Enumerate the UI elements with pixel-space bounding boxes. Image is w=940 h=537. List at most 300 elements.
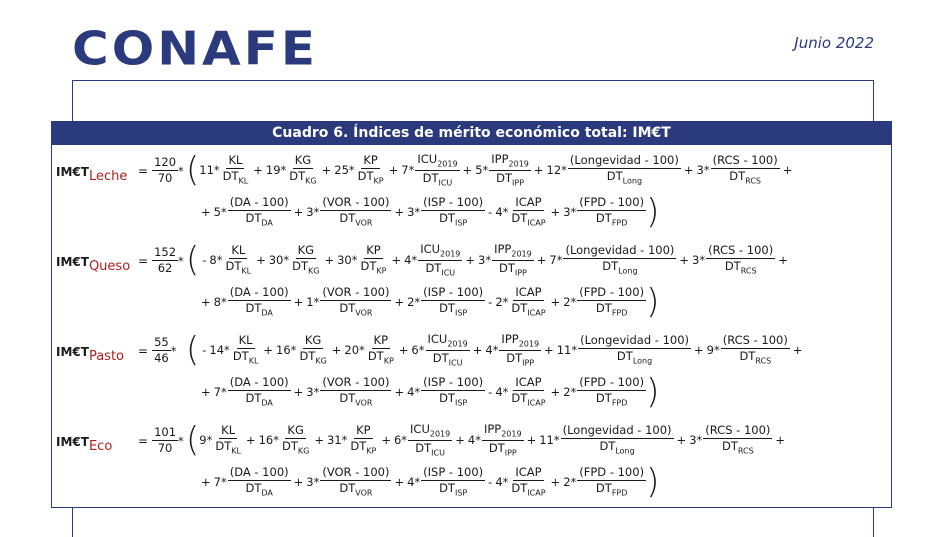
fraction-denominator: $DT_{KL}$ [232,349,259,366]
fraction-numerator: KL [226,154,244,169]
fraction-numerator: (FPD - 100) [577,286,646,301]
denominator-subscript: KG [297,446,310,456]
denominator-subscript: DA [261,488,273,498]
formula-term [485,376,547,408]
formula-term [460,153,531,187]
numerator-subscript: 2019 [508,159,529,169]
term-fraction [415,153,459,187]
operator: + [381,433,391,447]
coefficient: 2* [563,474,577,489]
fraction-numerator: $IPP_{2019}$ [489,153,531,170]
formula-term [260,334,328,366]
close-paren: ) [646,192,660,232]
fraction-denominator: $DT_{KP}$ [357,169,384,186]
coefficient: 9* [199,432,213,447]
index-label [56,255,130,274]
coefficient: 7* [213,384,227,399]
term-fraction [213,424,243,456]
coefficient: 12* [546,162,567,177]
operator: + [394,384,405,399]
operator: + [256,252,266,267]
term-fraction [568,154,681,186]
coefficient: 5* [213,204,227,219]
term-fraction [231,334,261,366]
open-paren: ( [186,150,200,190]
open-paren: ( [186,330,200,370]
formula-term [321,244,388,276]
formula-term [534,244,677,276]
fraction-denominator: $DT_{ICU}$ [422,170,453,187]
scaling-numerator: 101 [152,426,178,441]
denominator-subscript: FPD [611,398,628,408]
numerator-subscript: 2019 [429,429,451,439]
operator: + [293,204,304,219]
term-fraction [320,466,391,498]
coefficient: 4* [407,384,421,399]
term-fraction [509,376,547,408]
coefficient: 30* [268,252,290,267]
term-fraction [577,286,646,318]
operator: + [201,294,211,309]
fraction-denominator: $DT_{VOR}$ [339,391,373,408]
denominator-subscript: ISP [454,308,468,318]
fraction-numerator: (RCS - 100) [711,154,780,169]
formula-term [524,424,674,456]
operator: + [455,433,465,447]
denominator-subscript: RCS [740,266,757,276]
denominator-subscript: IPP [522,357,535,367]
index-subscript: Pasto [88,349,124,364]
operator: + [533,162,544,177]
term-fraction [320,196,391,228]
fraction-denominator: $DT_{KL}$ [222,169,249,186]
operator: - [488,294,493,309]
operator: + [394,294,405,309]
frame-left-line [72,80,73,121]
scaling-denominator: 70 [157,441,173,456]
term-fraction [320,376,391,408]
term-fraction [359,244,389,276]
fraction-denominator: $DT_{KG}$ [289,169,317,186]
operator: + [253,162,263,177]
term-fraction [711,154,780,186]
formula-term [199,244,253,276]
operator: + [536,252,547,267]
formula-term [311,424,378,456]
scaling-denominator: 46 [154,351,169,366]
operator: + [550,204,561,219]
equals-scaling [138,246,185,275]
denominator-subscript: Long [618,266,638,276]
denominator-subscript: ISP [454,218,468,228]
fraction-numerator: (VOR - 100) [320,286,391,301]
fraction-numerator: KP [364,244,382,259]
fraction-denominator: $DT_{ICU}$ [425,260,456,277]
fraction-numerator: $ICU_{2019}$ [408,423,452,440]
operator: - [488,474,493,489]
formula-term [291,286,392,318]
operator: + [526,432,537,447]
formula-term [548,466,647,498]
formula-term [452,423,523,457]
index-subscript: Queso [88,259,131,274]
operator: + [201,384,211,399]
index-name: IM€T [56,255,89,269]
formula-term [691,334,790,366]
formula-term [291,196,392,228]
coefficient: 3* [692,252,706,267]
term-fraction [509,196,547,228]
denominator-subscript: IPP [504,447,517,457]
fraction-denominator: $DT_{KL}$ [225,259,252,276]
operator: + [462,163,473,177]
fraction-denominator: $DT_{DA}$ [245,391,273,408]
denominator-subscript: VOR [355,488,373,498]
numerator-subscript: 2019 [518,339,540,349]
equals-scaling [138,426,185,455]
coefficient: 3* [306,384,320,399]
operator: - [488,384,493,399]
table-title: Cuadro 6. Índices de mérito económico total: IM€T [52,122,891,145]
formula-line [186,330,806,370]
formula-term [198,286,291,318]
equals-sign: = [138,163,149,178]
formula-table [51,121,892,508]
term-fraction [426,333,470,367]
operator: + [694,342,704,357]
fraction-denominator: $DT_{KP}$ [360,259,387,276]
coefficient: 30* [337,252,358,267]
fraction-denominator: $DT_{Long}$ [599,439,635,456]
fraction-numerator: (VOR - 100) [320,376,391,391]
formula-term [674,424,773,456]
fraction-denominator: $DT_{FPD}$ [595,301,628,318]
formula-term [541,334,691,366]
denominator-subscript: ISP [454,398,468,408]
fraction-numerator: (RCS - 100) [706,244,775,259]
index-label [56,435,112,454]
fraction-numerator: (Longevidad - 100) [561,424,674,439]
operator: + [321,162,332,177]
coefficient: 5* [475,163,489,177]
fraction-numerator: KG [303,334,323,349]
equals-sign: = [138,343,149,358]
formula-line [186,240,791,280]
fraction-numerator: KP [372,334,390,349]
index-label [56,165,127,184]
formula-term [548,376,647,408]
fraction-denominator: $DT_{ICU}$ [415,440,445,457]
formula-line [198,462,660,502]
close-paren: ) [646,462,660,502]
coefficient: 3* [306,204,320,219]
index-name: IM€T [56,435,89,449]
term-fraction [421,286,485,318]
equals-scaling [138,336,177,365]
fraction-numerator: (DA - 100) [228,286,291,301]
term-fraction [703,424,772,456]
coefficient: 7* [213,474,227,489]
term-fraction [221,154,251,186]
formula-line [198,282,660,322]
operator: - [488,204,493,219]
operator: - [202,342,207,357]
fraction-denominator: $DT_{ICAP}$ [511,211,546,228]
operator: + [465,253,476,267]
denominator-subscript: KG [308,266,320,276]
scaling-denominator: 70 [157,171,173,186]
denominator-subscript: IPP [512,177,525,187]
term-fraction [287,154,318,186]
fraction-denominator: $DT_{ISP}$ [439,211,468,228]
coefficient: 4* [495,474,509,489]
fraction-denominator: $DT_{KP}$ [350,439,377,456]
fraction-numerator: KG [285,424,305,439]
term-fraction [577,196,646,228]
denominator-subscript: KP [373,176,384,186]
fraction-numerator: $ICU_{2019}$ [426,333,470,350]
formula-term [319,154,386,186]
coefficient: 8* [213,294,227,309]
fraction-denominator: $DT_{KP}$ [367,349,394,366]
fraction-denominator: $DT_{RCS}$ [729,169,761,186]
numerator-subscript: 2019 [501,429,522,439]
fraction-numerator: KG [293,154,313,169]
scaling-fraction [152,336,171,365]
term-fraction [356,154,386,186]
coefficient: 4* [485,343,499,357]
fraction-denominator: $DT_{DA}$ [245,301,273,318]
term-fraction [578,334,691,366]
formula-term [378,423,452,457]
denominator-subscript: ICAP [527,488,546,498]
fraction-numerator: (FPD - 100) [577,376,646,391]
formula-term [329,334,396,366]
scaling-numerator: 120 [152,156,178,171]
fraction-numerator: ICAP [513,466,543,481]
fraction-numerator: $IPP_{2019}$ [499,333,541,350]
fraction-numerator: (Longevidad - 100) [563,244,676,259]
fraction-denominator: $DT_{IPP}$ [496,170,525,187]
fraction-numerator: KP [361,154,379,169]
term-fraction [563,244,676,276]
coefficient: 3* [407,204,421,219]
term-fraction [561,424,674,456]
operator: + [550,384,561,399]
denominator-subscript: KL [248,356,259,366]
operator: + [394,474,405,489]
denominator-subscript: FPD [611,218,628,228]
coefficient: 31* [326,432,348,447]
coefficient: 11* [539,432,560,447]
term-fraction [706,244,775,276]
fraction-numerator: (ISP - 100) [421,376,485,391]
operator: + [676,432,687,447]
fraction-numerator: (Longevidad - 100) [568,154,681,169]
coefficient: 20* [344,342,365,357]
coefficient: 2* [495,294,509,309]
coefficient: 7* [549,252,563,267]
formula-line [198,372,660,412]
fraction-numerator: $IPP_{2019}$ [482,423,524,440]
index-label [56,345,124,364]
index-name: IM€T [56,165,89,179]
coefficient: 14* [209,342,230,357]
index-subscript: Eco [88,439,113,454]
term-fraction [577,466,646,498]
formula-term [199,334,260,366]
operator: + [293,474,304,489]
coefficient: 4* [404,253,418,267]
formula-term [548,286,647,318]
operator: + [679,252,690,267]
coefficient: 4* [407,474,421,489]
fraction-numerator: (Longevidad - 100) [578,334,691,349]
numerator-subscript: 2019 [447,339,468,349]
formula-term [681,154,780,186]
coefficient: 3* [563,204,577,219]
coefficient: 3* [306,474,320,489]
fraction-numerator: (DA - 100) [228,376,291,391]
term-fraction [489,153,531,187]
fraction-denominator: $DT_{ISP}$ [439,301,468,318]
fraction-denominator: $DT_{Long}$ [616,349,653,366]
coefficient: 8* [209,252,223,267]
formula-term [676,244,775,276]
formula-term [391,376,485,408]
fraction-denominator: $DT_{ISP}$ [439,481,468,498]
coefficient: 4* [495,384,509,399]
operator: + [398,343,409,357]
operator: + [388,163,399,177]
fraction-denominator: $DT_{ICAP}$ [511,481,546,498]
coefficient: 4* [467,433,481,447]
fraction-numerator: KP [354,424,372,439]
term-fraction [228,286,291,318]
denominator-subscript: Long [615,446,635,456]
formula-term [253,244,321,276]
continuation-plus: + [778,253,788,267]
fraction-numerator: ICAP [513,286,543,301]
denominator-subscript: RCS [745,176,761,186]
formula-line [186,420,788,460]
fraction-denominator: $DT_{FPD}$ [595,481,628,498]
formula-term [199,424,243,456]
denominator-subscript: ICU [448,357,463,367]
fraction-numerator: KG [296,244,316,259]
coefficient: 11* [556,342,578,357]
term-fraction [577,376,646,408]
fraction-denominator: $DT_{Long}$ [602,259,638,276]
fraction-numerator: $ICU_{2019}$ [415,153,459,170]
fraction-denominator: $DT_{DA}$ [245,211,273,228]
denominator-subscript: ICAP [527,308,546,318]
denominator-subscript: KP [383,356,394,366]
denominator-subscript: DA [261,218,273,228]
term-fraction [290,244,321,276]
fraction-denominator: $DT_{DA}$ [245,481,273,498]
formula-area [52,145,893,507]
coefficient: 3* [478,253,492,267]
coefficient: 4* [495,204,509,219]
equals-scaling [138,156,185,185]
continuation-plus: + [775,433,786,447]
coefficient: 2* [563,384,577,399]
denominator-subscript: ICAP [527,398,546,408]
fraction-denominator: $DT_{ICAP}$ [511,301,546,318]
term-fraction [421,466,485,498]
fraction-numerator: (VOR - 100) [320,466,391,481]
frame-top-line [72,80,874,81]
formula-term [531,154,681,186]
operator: + [550,474,561,489]
fraction-numerator: (ISP - 100) [421,286,485,301]
scaling-denominator: 62 [157,261,173,276]
scaling-multiply: * [178,253,184,268]
formula-term [391,196,485,228]
term-fraction [228,466,291,498]
fraction-numerator: ICAP [513,376,543,391]
coefficient: 25* [334,162,355,177]
formula-term [243,424,311,456]
formula-term [199,154,250,186]
scaling-multiply: * [178,163,184,178]
denominator-subscript: IPP [514,267,527,277]
formula-term [291,376,392,408]
term-fraction [297,334,328,366]
term-fraction [280,424,311,456]
fraction-denominator: $DT_{KG}$ [299,349,327,366]
fraction-denominator: $DT_{KG}$ [292,259,320,276]
operator: + [544,342,554,357]
formula-term [391,286,485,318]
operator: + [472,343,483,357]
coefficient: 6* [393,433,408,447]
term-fraction [492,243,534,277]
scaling-numerator: 55 [152,336,171,351]
denominator-subscript: KL [238,176,249,186]
formula-term [485,196,547,228]
coefficient: 3* [689,432,703,447]
coefficient: 16* [276,342,297,357]
fraction-numerator: (ISP - 100) [421,196,485,211]
denominator-subscript: KL [231,446,241,456]
fraction-numerator: (RCS - 100) [721,334,790,349]
fraction-numerator: (VOR - 100) [320,196,391,211]
scaling-multiply: * [178,433,184,448]
denominator-subscript: RCS [755,356,772,366]
fraction-denominator: $DT_{ISP}$ [439,391,468,408]
equals-sign: = [138,433,149,448]
formula-term [396,333,470,367]
scaling-fraction [152,426,178,455]
close-paren: ) [646,282,660,322]
index-subscript: Leche [88,169,128,184]
formula-term [470,333,541,367]
denominator-subscript: Long [632,356,653,366]
term-fraction [408,423,452,457]
fraction-numerator: ICAP [513,196,543,211]
coefficient: 1* [306,294,320,309]
numerator-subscript: 2019 [437,159,458,169]
fraction-denominator: $DT_{RCS}$ [721,439,754,456]
term-fraction [509,466,547,498]
coefficient: 16* [258,432,279,447]
fraction-numerator: KL [229,244,247,259]
fraction-denominator: $DT_{RCS}$ [724,259,757,276]
operator: + [391,253,402,267]
numerator-subscript: 2019 [440,249,461,259]
